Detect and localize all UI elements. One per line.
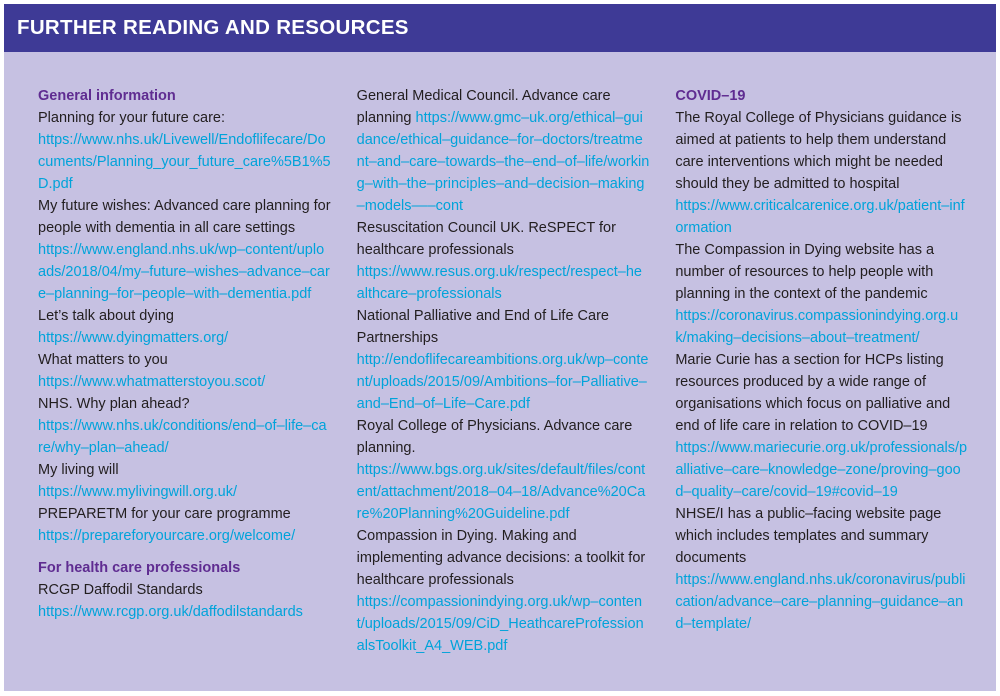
resource-text: Let’s talk about dying	[38, 308, 174, 324]
resource-entry	[38, 239, 331, 305]
resource-link[interactable]: https://prepareforyourcare.org/welcome/	[38, 528, 296, 544]
resource-entry	[38, 579, 331, 601]
resource-entry	[38, 129, 331, 195]
resource-text: RCGP Daffodil Standards	[38, 582, 203, 598]
section-header-bar	[4, 4, 996, 52]
resource-text: PREPARETM for your care programme	[38, 506, 291, 522]
resource-entry	[357, 261, 650, 305]
resource-entry	[38, 415, 331, 459]
resource-entry	[38, 305, 331, 327]
resource-link[interactable]: https://www.nhs.uk/conditions/end–of–life–care/why–plan–ahead/	[38, 418, 327, 456]
resource-entry	[675, 437, 968, 503]
resource-link[interactable]: https://www.nhs.uk/Livewell/Endoflifecare/Documents/Planning_your_future_care%5B1%5D.pdf	[38, 132, 331, 192]
resource-link[interactable]: https://www.bgs.org.uk/sites/default/files/content/attachment/2018–04–18/Advance%20Care%20Planning%20Guideline.pdf	[356, 462, 646, 522]
section-heading: For health care professionals	[38, 560, 241, 576]
resources-body	[4, 52, 996, 691]
resource-entry	[675, 349, 968, 437]
resource-entry	[38, 481, 331, 503]
resource-text: General Medical Council. Advance care planning	[356, 88, 611, 126]
resource-entry	[675, 503, 968, 569]
resource-entry	[38, 327, 331, 349]
resource-text: NHSE/I has a public–facing website page which includes templates and summary documents	[675, 506, 942, 566]
resource-link[interactable]: https://www.dyingmatters.org/	[38, 330, 229, 346]
resource-link[interactable]: http://endoflifecareambitions.org.uk/wp–content/uploads/2015/09/Ambitions–for–Palliative–and–End–of–Life–Care.pdf	[356, 352, 649, 412]
resource-text: The Royal College of Physicians guidance is aimed at patients to help them understand care interventions which might be needed should they be admitted to hospital	[675, 110, 962, 192]
resource-text: Compassion in Dying. Making and implementing advance decisions: a toolkit for healthcare professionals	[356, 528, 646, 588]
section-heading-entry	[675, 85, 968, 107]
resource-link[interactable]: https://compassionindying.org.uk/wp–content/uploads/2015/09/CiD_HeathcareProfessionalsToolkit_A4_WEB.pdf	[356, 594, 644, 654]
resource-entry	[675, 107, 968, 195]
resource-entry	[38, 601, 331, 623]
resource-entry	[357, 217, 650, 261]
resource-text: Resuscitation Council UK. ReSPECT for healthcare professionals	[356, 220, 616, 258]
resource-entry	[357, 459, 650, 525]
resource-entry	[357, 349, 650, 415]
resource-column-covid-19	[675, 85, 968, 691]
resource-entry	[675, 239, 968, 305]
resource-text: My living will	[38, 462, 119, 478]
resource-entry	[357, 305, 650, 349]
resource-link[interactable]: https://www.whatmatterstoyou.scot/	[38, 374, 266, 390]
resource-link[interactable]: https://coronavirus.compassionindying.org.uk/making–decisions–about–treatment/	[675, 308, 959, 346]
resource-entry	[38, 195, 331, 239]
resource-entry	[38, 393, 331, 415]
resource-column-general-information	[38, 85, 331, 691]
section-heading-entry	[38, 557, 331, 579]
resource-link[interactable]: https://www.rcgp.org.uk/daffodilstandards	[38, 604, 303, 620]
resource-text: Royal College of Physicians. Advance care planning.	[356, 418, 633, 456]
resource-entry	[675, 569, 968, 635]
resource-entry	[357, 85, 650, 217]
resource-entry	[675, 305, 968, 349]
resource-link[interactable]: https://www.mariecurie.org.uk/professionals/palliative–care–knowledge–zone/proving–good–quality–care/covid–19#covid–19	[675, 440, 968, 500]
resource-entry	[38, 107, 331, 129]
resource-text: My future wishes: Advanced care planning for people with dementia in all care settings	[38, 198, 331, 236]
resource-text: NHS. Why plan ahead?	[38, 396, 190, 412]
resource-link[interactable]: https://www.england.nhs.uk/wp–content/uploads/2018/04/my–future–wishes–advance–care–planning–for–people–with–dementia.pdf	[38, 242, 330, 302]
resource-link[interactable]: https://www.england.nhs.uk/coronavirus/publication/advance–care–planning–guidance–and–template/	[675, 572, 966, 632]
resource-text: National Palliative and End of Life Care Partnerships	[356, 308, 609, 346]
resource-link[interactable]: https://www.criticalcarenice.org.uk/patient–information	[675, 198, 965, 236]
section-heading: General information	[38, 88, 176, 104]
resource-entry	[38, 371, 331, 393]
resource-entry	[357, 415, 650, 459]
resource-entry	[38, 459, 331, 481]
resource-text: The Compassion in Dying website has a number of resources to help people with planning in the context of the pandemic	[675, 242, 935, 302]
resource-entry	[357, 525, 650, 591]
resource-entry	[38, 525, 331, 547]
resource-text: Planning for your future care:	[38, 110, 225, 126]
resource-text: What matters to you	[38, 352, 168, 368]
resource-entry	[38, 349, 331, 371]
resource-entry	[357, 591, 650, 657]
resource-link[interactable]: https://www.resus.org.uk/respect/respect–healthcare–professionals	[356, 264, 642, 302]
section-title: FURTHER READING AND RESOURCES	[17, 16, 409, 39]
section-heading-entry	[38, 85, 331, 107]
resource-link[interactable]: https://www.gmc–uk.org/ethical–guidance/ethical–guidance–for–doctors/treatment–and–care–towards–the–end–of–life/working–with–the–principles–and–decision–making–models–––cont	[356, 110, 650, 214]
resource-entry	[675, 195, 968, 239]
section-heading: COVID–19	[675, 88, 746, 104]
resource-link[interactable]: https://www.mylivingwill.org.uk/	[38, 484, 238, 500]
resource-column-professional-resources	[357, 85, 650, 691]
resource-entry	[38, 503, 331, 525]
resource-text: Marie Curie has a section for HCPs listing resources produced by a wide range of organisations which focus on palliative and end of life care in relation to COVID–19	[675, 352, 951, 434]
